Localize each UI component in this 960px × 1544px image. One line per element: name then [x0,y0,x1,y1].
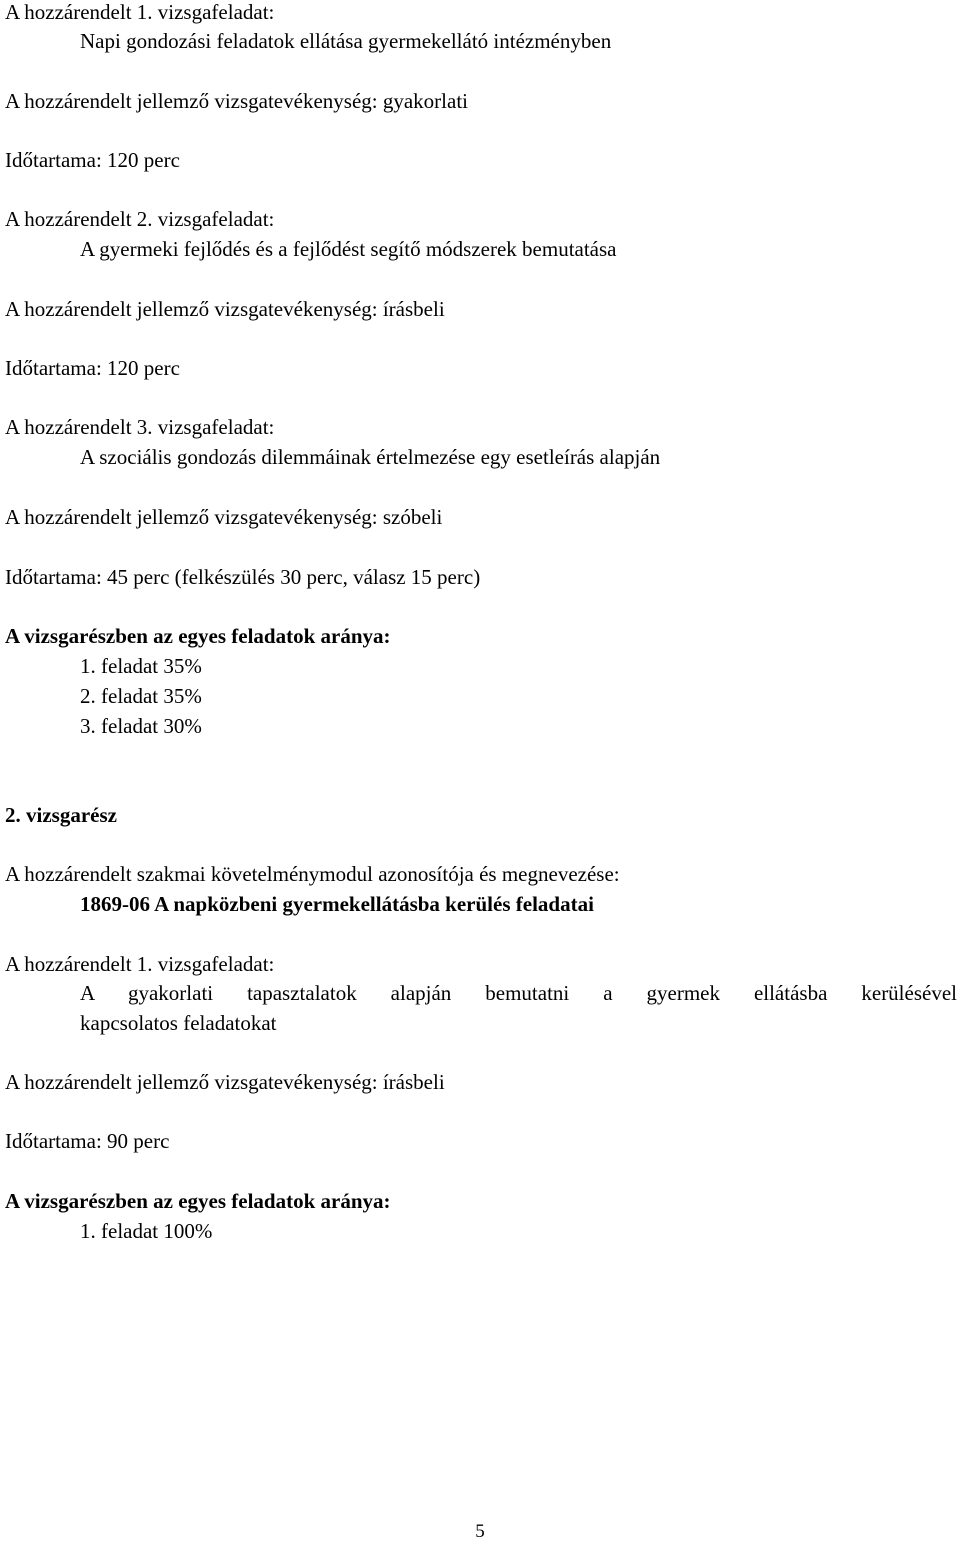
ratio-item: 2. feladat 35% [80,684,202,708]
page-number: 5 [475,1521,485,1542]
task2-duration: Időtartama: 120 perc [5,356,180,380]
part2-ratio-item: 1. feladat 100% [80,1219,213,1243]
ratio-heading: A vizsgarészben az egyes feladatok aránya: [5,624,391,648]
task3-duration: Időtartama: 45 perc (felkészülés 30 perc, válasz 15 perc) [5,565,481,589]
part2-task1-title-line2: kapcsolatos feladatokat [80,1011,277,1035]
ratio-item: 3. feladat 30% [80,714,202,738]
part2-task1-duration: Időtartama: 90 perc [5,1129,170,1153]
task1-duration: Időtartama: 120 perc [5,148,180,172]
task1-activity: A hozzárendelt jellemző vizsgatevékenység: gyakorlati [5,89,468,113]
module-label: A hozzárendelt szakmai követelménymodul azonosítója és megnevezése: [5,862,620,886]
task2-activity: A hozzárendelt jellemző vizsgatevékenység: írásbeli [5,297,445,321]
task3-title: A szociális gondozás dilemmáinak értelmezése egy esetleírás alapján [80,445,661,469]
section-heading: 2. vizsgarész [5,803,117,827]
part2-task1-activity: A hozzárendelt jellemző vizsgatevékenység: írásbeli [5,1070,445,1094]
task2-title: A gyermeki fejlődés és a fejlődést segítő módszerek bemutatása [80,237,617,261]
task1-heading: A hozzárendelt 1. vizsgafeladat: [5,0,275,24]
ratio-item: 1. feladat 35% [80,654,202,678]
task3-heading: A hozzárendelt 3. vizsgafeladat: [5,415,275,439]
part2-task1-title-line1: A gyakorlati tapasztalatok alapján bemutatni a gyermek ellátásba kerülésével [80,981,957,1005]
task3-activity: A hozzárendelt jellemző vizsgatevékenység: szóbeli [5,505,443,529]
part2-ratio-heading: A vizsgarészben az egyes feladatok aránya: [5,1189,391,1213]
task1-title: Napi gondozási feladatok ellátása gyermekellátó intézményben [80,29,612,53]
module-name: 1869-06 A napközbeni gyermekellátásba kerülés feladatai [80,892,594,916]
part2-task1-heading: A hozzárendelt 1. vizsgafeladat: [5,952,275,976]
task2-heading: A hozzárendelt 2. vizsgafeladat: [5,207,275,231]
